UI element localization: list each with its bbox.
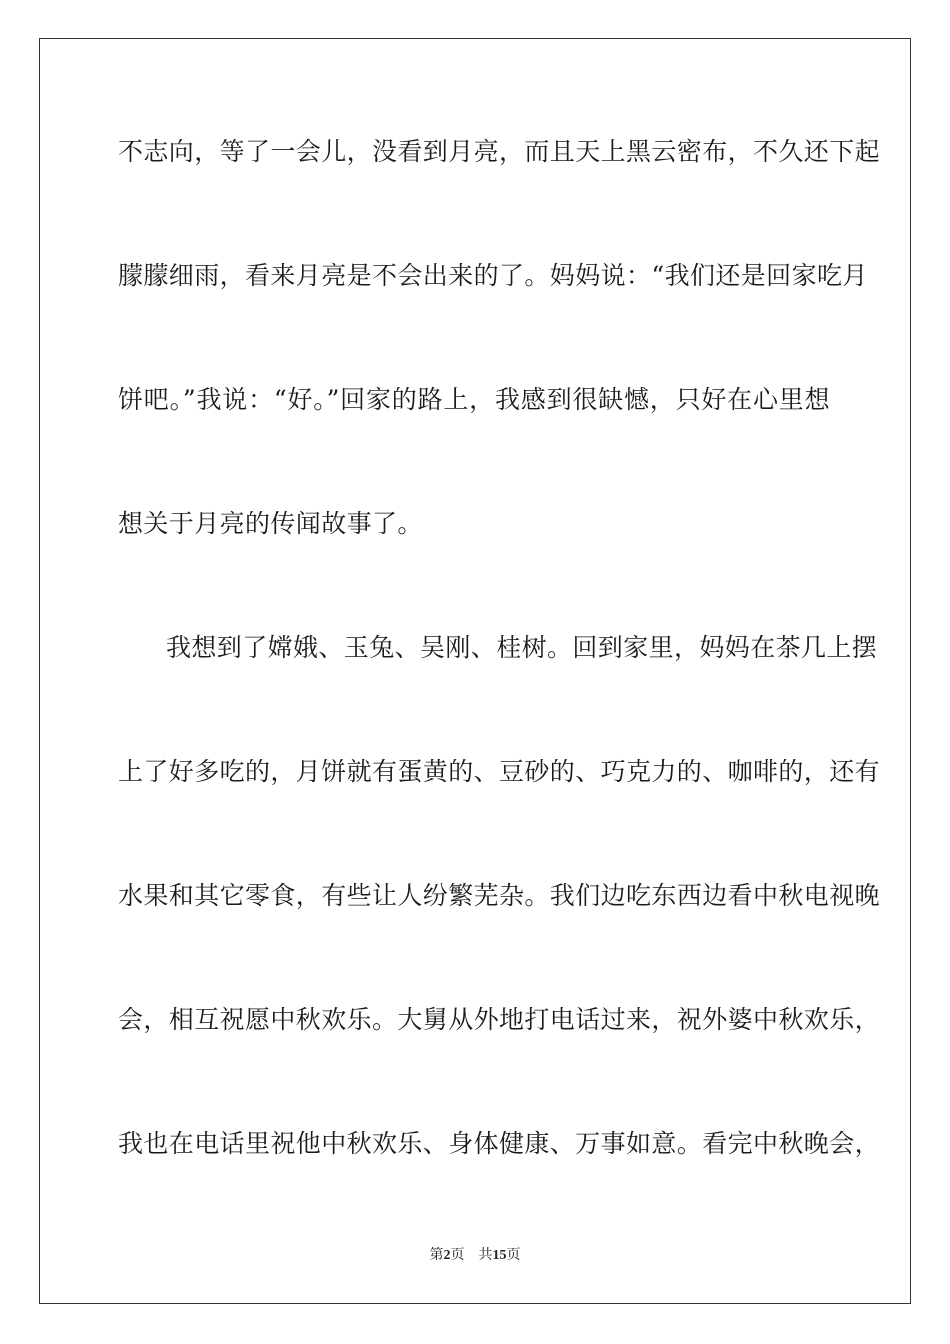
page-prefix: 第 <box>429 1248 444 1263</box>
body-text-line-6: 上了好多吃的，月饼就有蛋黄的、豆砂的、巧克力的、咖啡的，还有 <box>118 757 881 786</box>
body-text-line-8: 会，相互祝愿中秋欢乐。大舅从外地打电话过来，祝外婆中秋欢乐， <box>118 1005 881 1034</box>
body-text-line-7: 水果和其它零食，有些让人纷繁芜杂。我们边吃东西边看中秋电视晚 <box>118 881 881 910</box>
body-text-line-4: 想关于月亮的传闻故事了。 <box>118 509 423 538</box>
page-number: 2 <box>443 1248 451 1263</box>
page-suffix: 页 <box>450 1248 465 1263</box>
page-footer <box>0 1247 950 1265</box>
body-text-line-9: 我也在电话里祝他中秋欢乐、身体健康、万事如意。看完中秋晚会， <box>118 1129 881 1158</box>
page-border <box>39 38 911 1304</box>
body-text-line-2: 朦朦细雨，看来月亮是不会出来的了。妈妈说：“我们还是回家吃月 <box>118 261 868 290</box>
paragraph-start-line-5: 我想到了嫦娥、玉兔、吴刚、桂树。回到家里，妈妈在茶几上摆 <box>166 633 878 662</box>
total-suffix: 页 <box>506 1248 521 1263</box>
body-text-line-3: 饼吧。”我说：“好。”回家的路上，我感到很缺憾，只好在心里想 <box>118 385 830 414</box>
total-pages: 15 <box>492 1248 507 1263</box>
total-prefix: 共 <box>478 1248 493 1263</box>
body-text-line-1: 不志向，等了一会儿，没看到月亮，而且天上黑云密布，不久还下起 <box>118 137 881 166</box>
